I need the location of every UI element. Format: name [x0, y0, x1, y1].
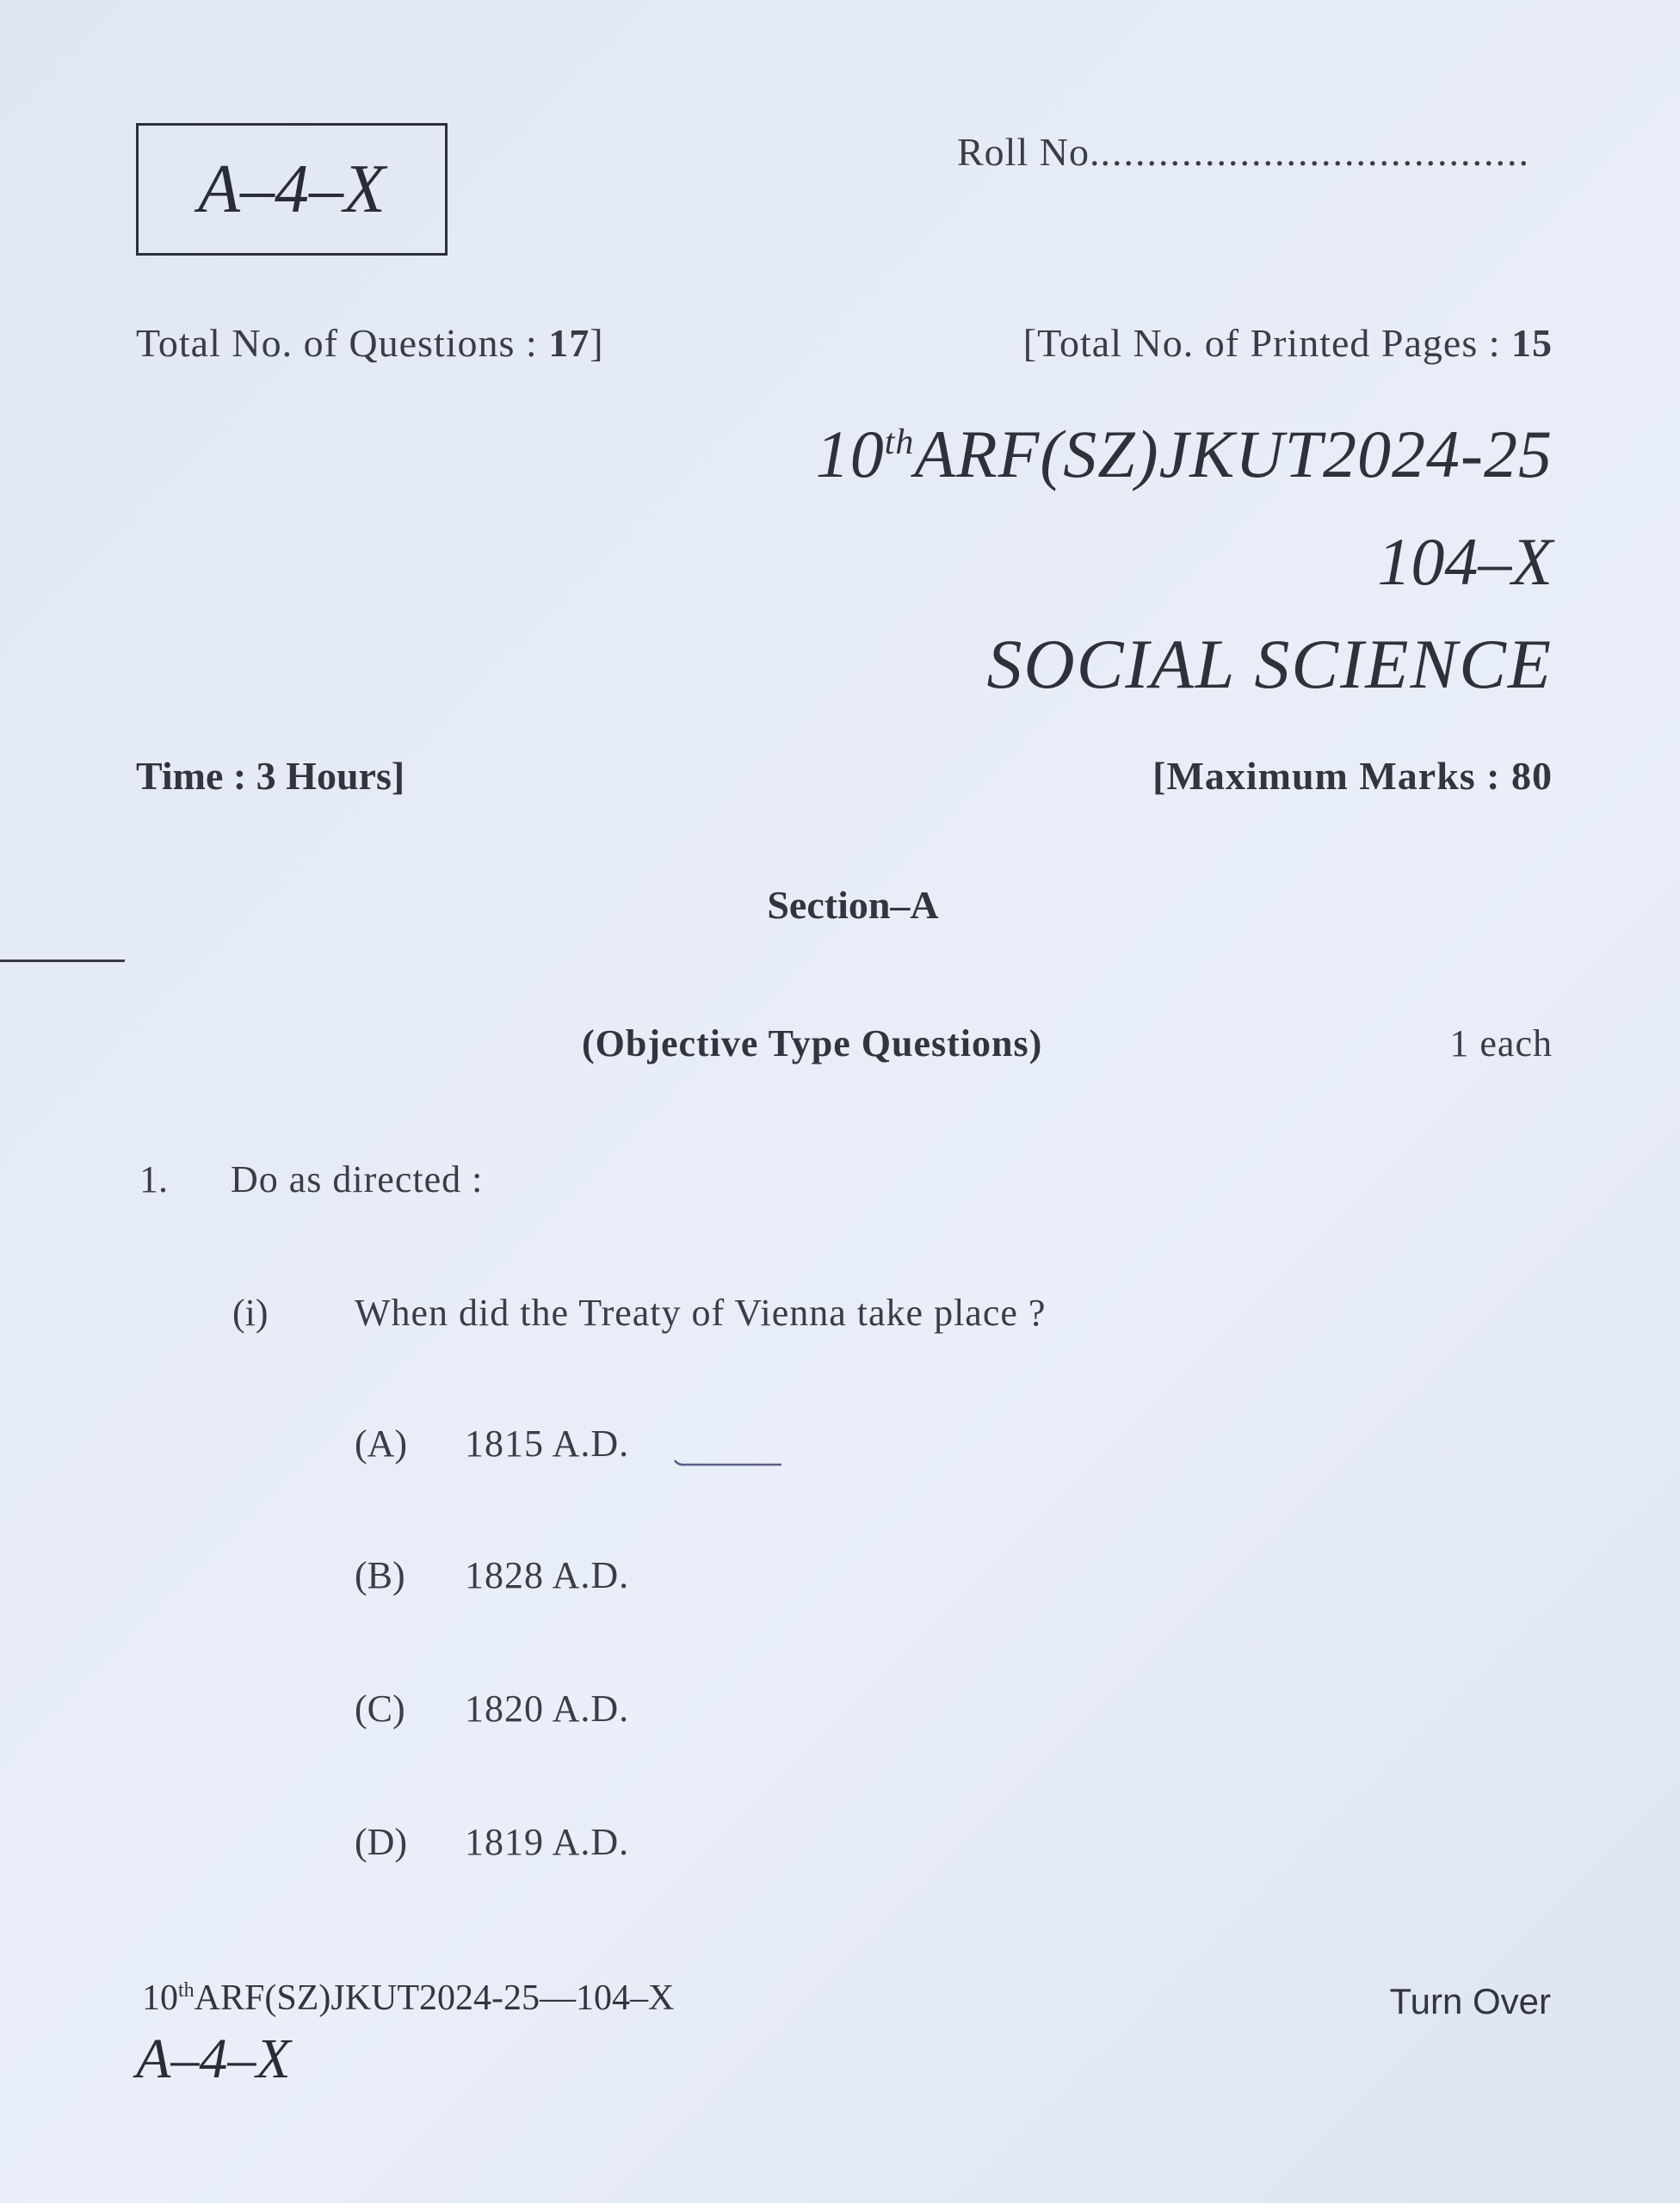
total-questions-close: ]	[590, 321, 604, 365]
pen-underline-mark	[673, 1459, 783, 1467]
printed-pages	[1023, 320, 1553, 366]
exam-code-sup: th	[884, 423, 915, 462]
option-d-text: 1819 A.D.	[465, 1821, 630, 1863]
option-a-text: 1815 A.D.	[465, 1422, 630, 1465]
paper-id-box	[136, 123, 448, 256]
roll-number-field	[957, 129, 1530, 175]
exam-code-rest: ARF(SZ)JKUT2024-25	[914, 417, 1553, 491]
sub-question-number: (i)	[232, 1292, 269, 1334]
option-c-label: (C)	[355, 1688, 405, 1730]
printed-pages-value: 15	[1511, 321, 1553, 365]
option-c-text: 1820 A.D.	[465, 1688, 630, 1730]
printed-pages-label: [Total No. of Printed Pages :	[1022, 321, 1511, 365]
sub-question-text: When did the Treaty of Vienna take place ?	[355, 1292, 1047, 1334]
roll-number-blank: .....................................	[1100, 130, 1530, 174]
footer-paper-id: A–4–X	[136, 2027, 291, 2090]
total-questions-label: Total No. of Questions :	[136, 321, 549, 365]
margin-line	[0, 960, 125, 962]
section-heading: Section–A	[767, 883, 939, 927]
marks-each: 1 each	[1449, 1022, 1553, 1064]
footer-code-prefix: 10	[142, 1978, 178, 2018]
total-questions	[136, 320, 604, 366]
footer-code-sup: th	[178, 1979, 195, 2002]
subject-title: SOCIAL SCIENCE	[986, 625, 1553, 703]
question-number: 1.	[139, 1158, 168, 1200]
exam-code-prefix: 10	[815, 417, 885, 491]
question-instruction: Do as directed :	[231, 1158, 484, 1200]
option-b-text: 1828 A.D.	[465, 1554, 630, 1596]
option-b-label: (B)	[355, 1554, 405, 1596]
turn-over-note: Turn Over	[1389, 1981, 1551, 2021]
section-type: (Objective Type Questions)	[582, 1022, 1043, 1064]
roll-number-label: Roll No.	[957, 130, 1101, 174]
footer-exam-code	[142, 1978, 674, 2019]
exam-time: Time : 3 Hours]	[136, 754, 405, 798]
option-d-label: (D)	[355, 1821, 408, 1863]
option-a-label: (A)	[355, 1422, 408, 1465]
exam-code	[816, 416, 1553, 493]
total-questions-value: 17	[548, 321, 590, 365]
footer-code-rest: ARF(SZ)JKUT2024-25—104–X	[194, 1978, 675, 2018]
paper-id: A–4–X	[198, 151, 386, 227]
max-marks: [Maximum Marks : 80	[1152, 754, 1553, 798]
paper-code: 104–X	[1377, 524, 1553, 599]
